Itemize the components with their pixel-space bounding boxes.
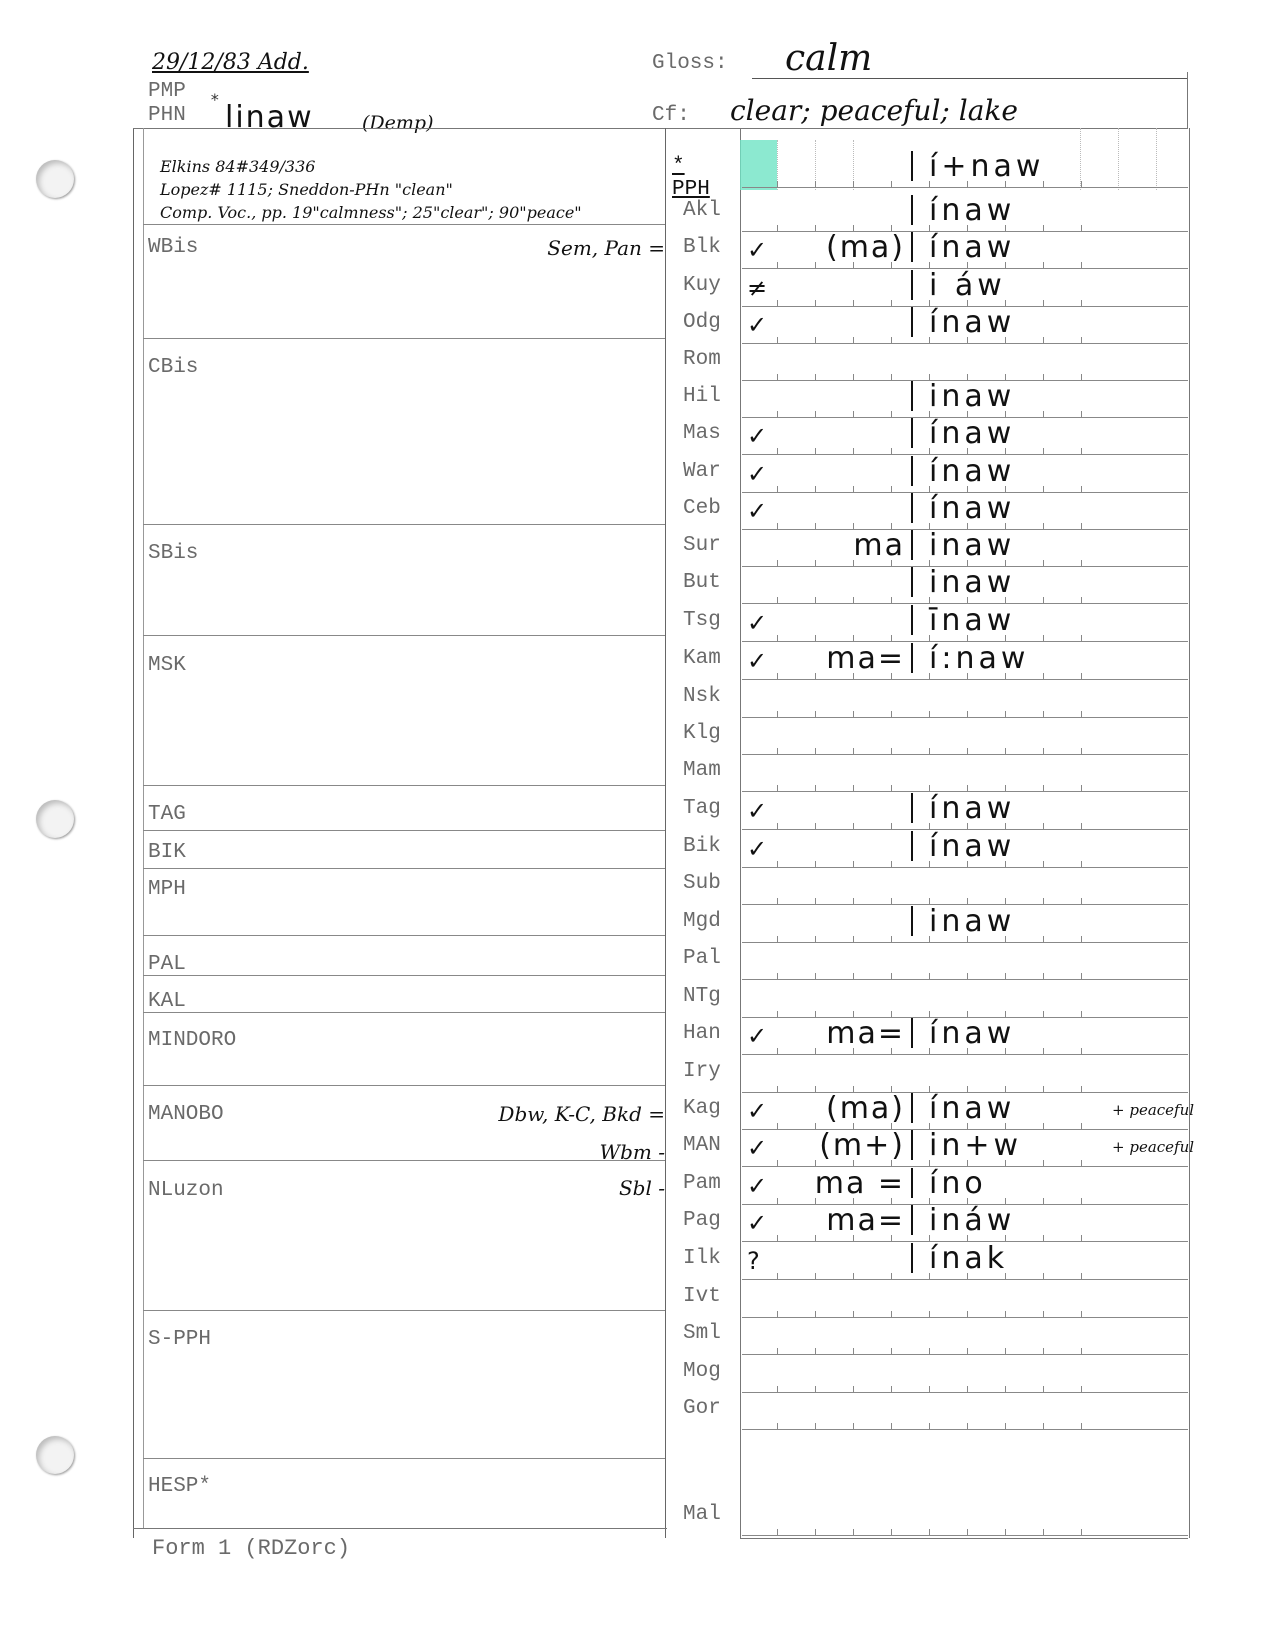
reflex-prefix: (m+) bbox=[819, 1128, 905, 1163]
grid-tick bbox=[853, 748, 854, 754]
grid-tick bbox=[1005, 748, 1006, 754]
row-rule bbox=[742, 942, 1188, 943]
grid-tick bbox=[967, 1529, 968, 1535]
grid-tick bbox=[891, 1423, 892, 1429]
bottom-line-right bbox=[740, 1538, 1188, 1539]
sources-divider bbox=[143, 224, 665, 225]
grid-tick bbox=[929, 711, 930, 717]
language-code: Han bbox=[683, 1022, 721, 1045]
language-code: Mam bbox=[683, 759, 721, 782]
language-code: Mas bbox=[683, 422, 721, 445]
cf-value: clear; peaceful; lake bbox=[730, 94, 1018, 127]
grid-tick bbox=[1043, 1386, 1044, 1392]
grid-tick bbox=[967, 973, 968, 979]
reflex-form bbox=[800, 193, 1100, 228]
reflex-stem: ínaw bbox=[929, 305, 1016, 340]
region-divider bbox=[143, 975, 665, 976]
grid-tick bbox=[1005, 1348, 1006, 1354]
language-code: Pag bbox=[683, 1209, 721, 1232]
grid-tick bbox=[815, 973, 816, 979]
grid-tick bbox=[853, 1311, 854, 1317]
reflex-form bbox=[800, 1016, 1100, 1051]
cognate-mark: ✓ bbox=[747, 497, 768, 525]
initial-l-stroke bbox=[911, 493, 923, 523]
grid-tick bbox=[777, 300, 778, 306]
reflex-prefix: ma = bbox=[814, 1166, 905, 1201]
grid-tick bbox=[1005, 711, 1006, 717]
grid-tick bbox=[1043, 1311, 1044, 1317]
gloss-label: Gloss: bbox=[652, 52, 728, 75]
grid-tick bbox=[891, 1529, 892, 1535]
grid-tick bbox=[777, 785, 778, 791]
grid-tick bbox=[1043, 748, 1044, 754]
grid-tick bbox=[967, 1348, 968, 1354]
blk-cognate-note: Sem, Pan = bbox=[547, 236, 665, 260]
reflex-stem: ínaw bbox=[929, 230, 1016, 265]
row-rule bbox=[742, 867, 1188, 868]
initial-l-stroke bbox=[911, 1130, 923, 1160]
grid-tick bbox=[815, 1348, 816, 1354]
grid-tick bbox=[777, 673, 778, 679]
pmp-label: PMP bbox=[148, 80, 186, 103]
cf-label: Cf: bbox=[652, 104, 690, 127]
grid-tick bbox=[929, 1386, 930, 1392]
region-divider bbox=[143, 635, 665, 636]
bottom-line-left bbox=[133, 1528, 667, 1529]
grid-tick bbox=[777, 337, 778, 343]
reflex-form bbox=[800, 829, 1100, 864]
cognate-mark: ✓ bbox=[747, 647, 768, 675]
grid-tick bbox=[1005, 1423, 1006, 1429]
source-line: Lopez# 1115; Sneddon-PHn "clean" bbox=[160, 180, 453, 199]
reflex-stem: inaw bbox=[929, 528, 1016, 563]
date-entry: 29/12/83 Add. bbox=[152, 50, 309, 75]
region-cbis: CBis bbox=[148, 356, 199, 379]
grid-tick bbox=[1081, 711, 1082, 717]
initial-l-stroke bbox=[911, 270, 923, 300]
grid-tick bbox=[929, 1423, 930, 1429]
language-code: Tsg bbox=[683, 609, 721, 632]
language-code: * PPH bbox=[672, 155, 710, 201]
grid-tick bbox=[777, 560, 778, 566]
proto-star: * bbox=[210, 90, 220, 109]
language-code: Rom bbox=[683, 348, 721, 371]
grid-tick bbox=[777, 635, 778, 641]
reflex-prefix: ma= bbox=[826, 641, 905, 676]
grid-tick bbox=[815, 1386, 816, 1392]
cognate-mark: ✓ bbox=[747, 236, 768, 264]
grid-tick bbox=[815, 711, 816, 717]
reflex-stem: ínaw bbox=[929, 1016, 1016, 1051]
language-code: Mal bbox=[683, 1503, 721, 1526]
grid-tick bbox=[853, 1348, 854, 1354]
region-wbis: WBis bbox=[148, 236, 199, 259]
cognate-mark: ✓ bbox=[747, 460, 768, 488]
region-pal: PAL bbox=[148, 953, 186, 976]
grid-tick bbox=[1005, 973, 1006, 979]
grid-tick bbox=[777, 523, 778, 529]
language-code: Gor bbox=[683, 1397, 721, 1420]
grid-tick bbox=[777, 1529, 778, 1535]
grid-tick bbox=[777, 374, 778, 380]
reflex-form bbox=[800, 1091, 1100, 1126]
grid-tick bbox=[853, 1386, 854, 1392]
reflex-stem: íno bbox=[929, 1166, 987, 1201]
region-divider bbox=[143, 524, 665, 525]
language-code: Ceb bbox=[683, 497, 721, 520]
region-divider bbox=[143, 1458, 665, 1459]
grid-tick bbox=[1005, 1529, 1006, 1535]
cognate-mark: ✓ bbox=[747, 1097, 768, 1125]
row-rule bbox=[742, 679, 1188, 680]
grid-tick bbox=[853, 711, 854, 717]
frame-right-extension bbox=[1187, 72, 1188, 128]
grid-tick bbox=[777, 1086, 778, 1092]
row-rule bbox=[742, 187, 1188, 188]
grid-tick bbox=[1081, 1423, 1082, 1429]
grid-tick bbox=[1043, 1423, 1044, 1429]
form-footer: Form 1 (RDZorc) bbox=[152, 1536, 351, 1561]
reflex-prefix: (ma) bbox=[825, 230, 905, 265]
grid-column bbox=[1156, 128, 1157, 190]
reflex-stem: ínaw bbox=[929, 491, 1016, 526]
language-code: Klg bbox=[683, 722, 721, 745]
cognate-mark: ✓ bbox=[747, 797, 768, 825]
cognate-mark: ✓ bbox=[747, 1022, 768, 1050]
cognate-mark: ? bbox=[747, 1247, 760, 1275]
region-sbis: SBis bbox=[148, 542, 199, 565]
reflex-form bbox=[800, 454, 1100, 489]
grid-tick bbox=[853, 1423, 854, 1429]
reflex-form bbox=[800, 904, 1100, 939]
grid-tick bbox=[1005, 1386, 1006, 1392]
grid-tick bbox=[1081, 1529, 1082, 1535]
reflex-form bbox=[800, 230, 1100, 265]
reflex-stem: ínaw bbox=[929, 193, 1016, 228]
grid-tick bbox=[929, 748, 930, 754]
grid-tick bbox=[1043, 973, 1044, 979]
region-manobo: MANOBO bbox=[148, 1103, 224, 1126]
grid-tick bbox=[777, 1011, 778, 1017]
language-code: Hil bbox=[683, 385, 721, 408]
grid-tick bbox=[777, 823, 778, 829]
language-code: NTg bbox=[683, 985, 721, 1008]
grid-tick bbox=[967, 1386, 968, 1392]
pam-cognate-note: Sbl - bbox=[618, 1176, 665, 1200]
reflex-stem: in+w bbox=[929, 1128, 1023, 1163]
grid-tick bbox=[815, 748, 816, 754]
reflex-form bbox=[800, 1128, 1100, 1163]
grid-tick bbox=[1081, 748, 1082, 754]
initial-l-stroke bbox=[911, 831, 923, 861]
initial-l-stroke bbox=[911, 793, 923, 823]
grid-tick bbox=[777, 711, 778, 717]
row-rule bbox=[742, 1317, 1188, 1318]
grid-tick bbox=[777, 1160, 778, 1166]
cognate-mark: ✓ bbox=[747, 1209, 768, 1237]
region-hesp: HESP* bbox=[148, 1475, 212, 1498]
reflex-form bbox=[800, 791, 1100, 826]
language-code: Kam bbox=[683, 647, 721, 670]
reflex-form bbox=[800, 1166, 1100, 1201]
grid-tick bbox=[777, 936, 778, 942]
grid-tick bbox=[777, 597, 778, 603]
frame-top-line bbox=[133, 128, 1188, 129]
language-code: Kag bbox=[683, 1097, 721, 1120]
cognate-mark: ✓ bbox=[747, 422, 768, 450]
language-code: Odg bbox=[683, 311, 721, 334]
language-code: Ivt bbox=[683, 1285, 721, 1308]
grid-tick bbox=[777, 1198, 778, 1204]
language-code: Akl bbox=[683, 199, 721, 222]
language-code: Blk bbox=[683, 236, 721, 259]
initial-l-stroke bbox=[911, 195, 923, 225]
grid-tick bbox=[891, 711, 892, 717]
initial-l-stroke bbox=[911, 1018, 923, 1048]
initial-l-stroke bbox=[911, 1093, 923, 1123]
reflex-stem: īnaw bbox=[929, 603, 1016, 638]
grid-tick bbox=[815, 1423, 816, 1429]
cognate-mark: ✓ bbox=[747, 311, 768, 339]
reflex-form bbox=[800, 1241, 1100, 1276]
grid-tick bbox=[967, 748, 968, 754]
language-code: Sml bbox=[683, 1322, 721, 1345]
initial-l-stroke bbox=[911, 567, 923, 597]
row-rule bbox=[742, 754, 1188, 755]
grid-tick bbox=[777, 1311, 778, 1317]
row-rule bbox=[742, 979, 1188, 980]
language-code: Tag bbox=[683, 797, 721, 820]
grid-tick bbox=[777, 1348, 778, 1354]
gloss-note: + peaceful bbox=[1112, 1138, 1195, 1156]
grid-tick bbox=[777, 225, 778, 231]
grid-tick bbox=[777, 973, 778, 979]
language-code: Ilk bbox=[683, 1247, 721, 1270]
grid-tick bbox=[967, 1311, 968, 1317]
reflex-form bbox=[800, 641, 1100, 676]
grid-tick bbox=[891, 973, 892, 979]
region-divider bbox=[143, 1085, 665, 1086]
language-code: Iry bbox=[683, 1060, 721, 1083]
initial-l-stroke bbox=[911, 307, 923, 337]
cognate-mark: ✓ bbox=[747, 609, 768, 637]
grid-tick bbox=[891, 1386, 892, 1392]
initial-l-stroke bbox=[911, 381, 923, 411]
cognate-mark: ✓ bbox=[747, 1134, 768, 1162]
reflex-stem: ináw bbox=[929, 1203, 1016, 1238]
grid-tick bbox=[815, 1529, 816, 1535]
highlighter-mark bbox=[740, 140, 777, 190]
region-mph: MPH bbox=[148, 878, 186, 901]
region-divider bbox=[143, 338, 665, 339]
initial-l-stroke bbox=[911, 456, 923, 486]
grid-tick bbox=[891, 748, 892, 754]
language-code: Mgd bbox=[683, 910, 721, 933]
initial-l-stroke bbox=[911, 530, 923, 560]
initial-l-stroke bbox=[911, 418, 923, 448]
gloss-value: calm bbox=[785, 38, 873, 79]
grid-tick bbox=[891, 1311, 892, 1317]
reflex-form bbox=[800, 416, 1100, 451]
grid-tick bbox=[1043, 1348, 1044, 1354]
reflex-form bbox=[800, 149, 1100, 184]
cognate-mark: ≠ bbox=[747, 274, 768, 302]
grid-tick bbox=[891, 1348, 892, 1354]
language-code: Sur bbox=[683, 534, 721, 557]
language-code: Kuy bbox=[683, 274, 721, 297]
reflex-stem: í:naw bbox=[929, 641, 1030, 676]
kag-cognate-note: Dbw, K-C, Bkd = bbox=[498, 1102, 665, 1126]
grid-tick bbox=[777, 861, 778, 867]
row-rule bbox=[742, 343, 1188, 344]
grid-tick bbox=[777, 181, 778, 187]
region-divider bbox=[143, 868, 665, 869]
region-divider bbox=[143, 935, 665, 936]
grid-tick bbox=[777, 448, 778, 454]
binder-hole-top bbox=[36, 160, 74, 198]
grid-tick bbox=[777, 1235, 778, 1241]
reflex-stem: ínak bbox=[929, 1241, 1009, 1276]
row-rule bbox=[742, 1429, 1188, 1430]
reflex-stem: ínaw bbox=[929, 1091, 1016, 1126]
grid-tick bbox=[777, 1386, 778, 1392]
reflex-prefix: ma bbox=[853, 528, 905, 563]
grid-tick bbox=[777, 898, 778, 904]
initial-l-stroke bbox=[911, 1168, 923, 1198]
region-nluzon: NLuzon bbox=[148, 1179, 224, 1202]
cognate-mark: ✓ bbox=[747, 835, 768, 863]
source-line: Comp. Voc., pp. 19"calmness"; 25"clear"; 90"peace" bbox=[160, 203, 582, 222]
region-bik: BIK bbox=[148, 841, 186, 864]
initial-l-stroke bbox=[911, 151, 923, 181]
row-rule bbox=[742, 1279, 1188, 1280]
row-rule bbox=[742, 1054, 1188, 1055]
cognate-mark: ✓ bbox=[747, 1172, 768, 1200]
language-code: Mog bbox=[683, 1360, 721, 1383]
row-rule bbox=[742, 717, 1188, 718]
grid-tick bbox=[1005, 1311, 1006, 1317]
grid-tick bbox=[929, 1529, 930, 1535]
grid-tick bbox=[1081, 1311, 1082, 1317]
grid-tick bbox=[777, 748, 778, 754]
reflex-stem: ínaw bbox=[929, 454, 1016, 489]
reflex-stem: ínaw bbox=[929, 791, 1016, 826]
reflex-stem: í+naw bbox=[929, 149, 1045, 184]
reflex-form bbox=[800, 528, 1100, 563]
grid-tick bbox=[967, 1423, 968, 1429]
phn-label: PHN bbox=[148, 104, 186, 127]
reflex-form bbox=[800, 379, 1100, 414]
language-code: Pam bbox=[683, 1172, 721, 1195]
grid-tick bbox=[929, 973, 930, 979]
binder-hole-bottom bbox=[36, 1436, 74, 1474]
man-cognate-note: Wbm - bbox=[599, 1140, 665, 1164]
reflex-form bbox=[800, 565, 1100, 600]
language-code: Bik bbox=[683, 835, 721, 858]
reflex-stem: inaw bbox=[929, 379, 1016, 414]
region-divider bbox=[143, 1310, 665, 1311]
reflex-stem: ínaw bbox=[929, 829, 1016, 864]
grid-tick bbox=[777, 1273, 778, 1279]
binder-hole-middle bbox=[36, 800, 74, 838]
reflex-stem: ínaw bbox=[929, 416, 1016, 451]
language-code: MAN bbox=[683, 1134, 721, 1157]
reflex-form bbox=[800, 491, 1100, 526]
region-spph: S-PPH bbox=[148, 1328, 212, 1351]
region-divider bbox=[143, 830, 665, 831]
region-mindoro: MINDORO bbox=[148, 1029, 237, 1052]
initial-l-stroke bbox=[911, 232, 923, 262]
grid-tick bbox=[1043, 1529, 1044, 1535]
grid-tick bbox=[777, 1123, 778, 1129]
grid-tick bbox=[777, 486, 778, 492]
initial-l-stroke bbox=[911, 1205, 923, 1235]
initial-l-stroke bbox=[911, 906, 923, 936]
region-divider bbox=[143, 785, 665, 786]
reflex-stem: i áw bbox=[929, 268, 1006, 303]
language-code: Nsk bbox=[683, 685, 721, 708]
grid-tick bbox=[967, 711, 968, 717]
reflex-form bbox=[800, 1203, 1100, 1238]
grid-tick bbox=[853, 1529, 854, 1535]
row-rule bbox=[742, 1535, 1188, 1536]
row-rule bbox=[742, 1354, 1188, 1355]
row-rule bbox=[742, 1392, 1188, 1393]
grid-tick bbox=[777, 411, 778, 417]
region-tag: TAG bbox=[148, 803, 186, 826]
reflex-form bbox=[800, 268, 1100, 303]
grid-tick bbox=[929, 1311, 930, 1317]
language-code: But bbox=[683, 571, 721, 594]
reflex-form bbox=[800, 305, 1100, 340]
source-references bbox=[160, 155, 582, 224]
grid-tick bbox=[1081, 1348, 1082, 1354]
proto-note: (Demp) bbox=[362, 112, 434, 134]
gloss-note: + peaceful bbox=[1112, 1101, 1195, 1119]
grid-tick bbox=[777, 1423, 778, 1429]
reflex-stem: inaw bbox=[929, 565, 1016, 600]
grid-tick bbox=[1043, 711, 1044, 717]
region-kal: KAL bbox=[148, 990, 186, 1013]
grid-tick bbox=[1081, 1386, 1082, 1392]
reflex-stem: inaw bbox=[929, 904, 1016, 939]
grid-tick bbox=[929, 1348, 930, 1354]
region-language-divider bbox=[665, 128, 666, 1538]
proto-form: linaw bbox=[225, 100, 314, 135]
language-code: Pal bbox=[683, 947, 721, 970]
grid-tick bbox=[815, 1311, 816, 1317]
reflex-form bbox=[800, 603, 1100, 638]
language-code: Sub bbox=[683, 872, 721, 895]
grid-column bbox=[1118, 128, 1119, 190]
region-divider bbox=[143, 1012, 665, 1013]
grid-tick bbox=[777, 262, 778, 268]
reflex-prefix: ma= bbox=[826, 1203, 905, 1238]
initial-l-stroke bbox=[911, 1243, 923, 1273]
reflex-prefix: ma= bbox=[826, 1016, 905, 1051]
source-line: Elkins 84#349/336 bbox=[160, 157, 316, 176]
initial-l-stroke bbox=[911, 605, 923, 635]
reflex-prefix: (ma) bbox=[825, 1091, 905, 1126]
grid-tick bbox=[853, 973, 854, 979]
language-code: War bbox=[683, 460, 721, 483]
initial-l-stroke bbox=[911, 643, 923, 673]
grid-tick bbox=[1081, 973, 1082, 979]
grid-tick bbox=[777, 1048, 778, 1054]
region-msk: MSK bbox=[148, 654, 186, 677]
